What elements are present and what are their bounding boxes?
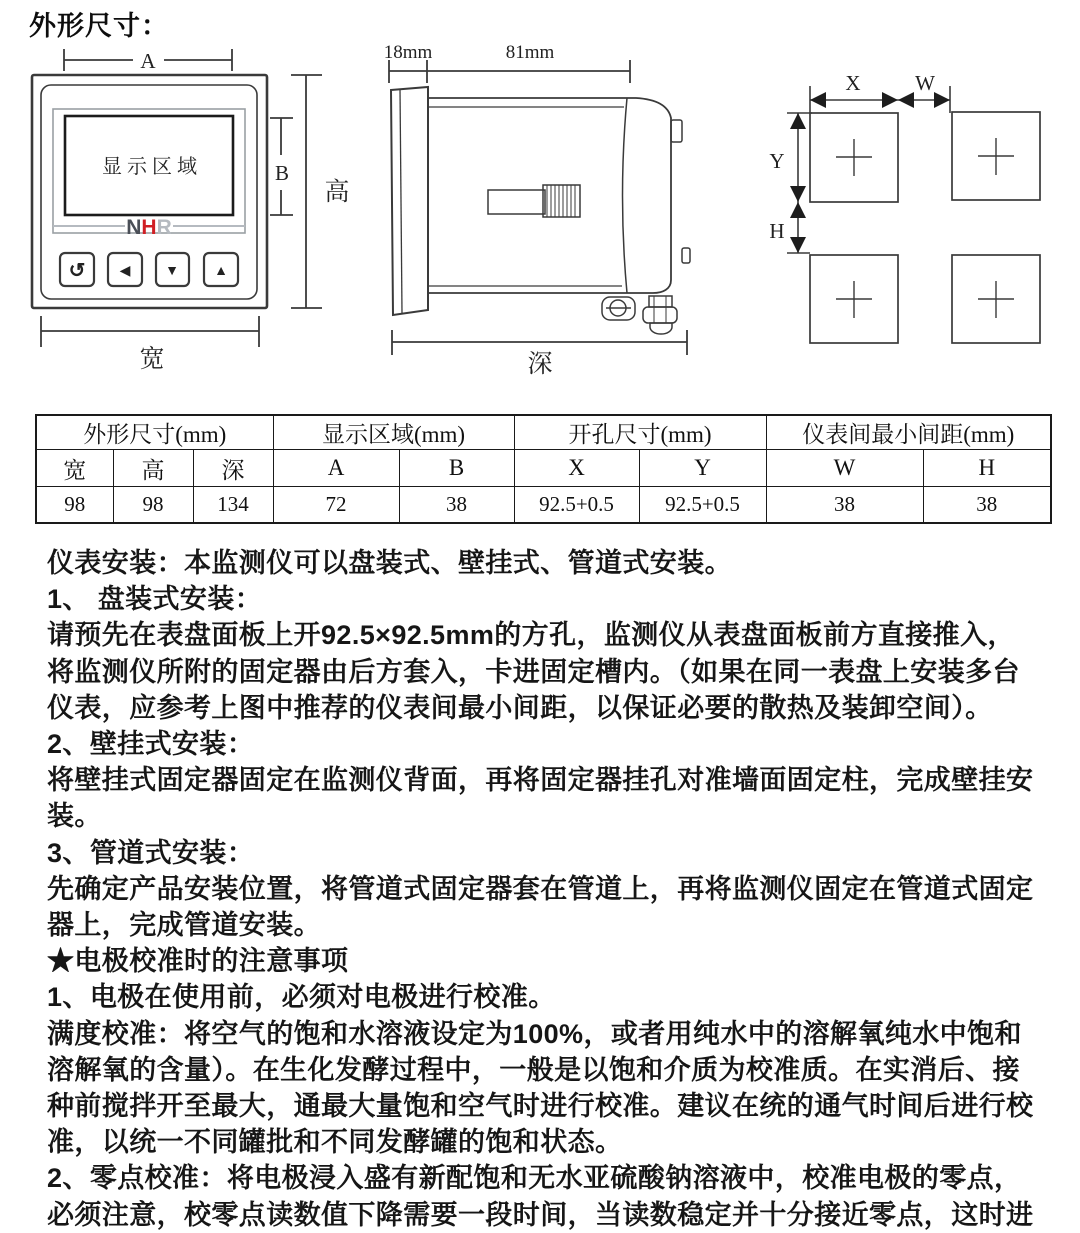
side-body-outline <box>428 98 671 293</box>
bezel-depth-label: 18mm <box>383 42 433 63</box>
value-depth: 134 <box>193 487 273 524</box>
logo-letter-r: R <box>156 216 172 239</box>
text-line: 将壁挂式固定器固定在监测仪背面，再将固定器挂孔对准墙面固定柱，完成壁挂安 <box>47 765 1034 796</box>
value-h: 38 <box>923 487 1051 524</box>
group-header-cutout: 开孔尺寸(mm) <box>514 415 766 450</box>
table-group-header-row <box>36 415 1051 450</box>
body-depth-label: 81mm <box>505 42 555 63</box>
text-line: 器上，完成管道安装。 <box>47 910 321 941</box>
text-line: ★电极校准时的注意事项 <box>47 946 349 977</box>
front-buttons <box>60 253 238 286</box>
dim-depth-label: 深 <box>527 351 553 378</box>
cutout-diagram <box>769 71 1040 343</box>
text-line: 溶解氧的含量）。在生化发酵过程中，一般是以饱和介质为校准质。在实消后、接 <box>47 1054 1020 1085</box>
value-b: 38 <box>399 487 514 524</box>
dim-w-label: W <box>915 71 935 95</box>
side-seam-curve <box>623 98 628 293</box>
col-header-height: 高 <box>113 450 193 487</box>
installation-text <box>47 545 1057 1233</box>
value-width: 98 <box>36 487 113 524</box>
table-values-row <box>36 487 1051 524</box>
center-cross-marks <box>836 138 1014 318</box>
up-arrow-icon: ▲ <box>214 262 228 278</box>
logo-letter-h: H <box>141 216 157 239</box>
text-line: 仪表安装：本监测仪可以盘装式、壁挂式、管道式安装。 <box>47 548 732 578</box>
text-line: 3、管道式安装： <box>47 837 255 868</box>
dim-height-line <box>291 75 322 308</box>
dim-y-h-lines <box>787 113 812 253</box>
left-arrow-icon: ◀ <box>119 262 131 278</box>
page-title: 外形尺寸： <box>29 11 169 41</box>
text-line: 必须注意，校零点读数值下降需要一段时间，当读数稳定并十分接近零点，这时进 <box>47 1199 1034 1230</box>
text-line: 将监测仪所附的固定器由后方套入，卡进固定槽内。（如果在同一表盘上安装多台 <box>47 656 1020 687</box>
text-line: 1、电极在使用前，必须对电极进行校准。 <box>47 982 556 1013</box>
value-y: 92.5+0.5 <box>639 487 766 524</box>
col-header-x: X <box>514 450 639 487</box>
text-line: 装。 <box>47 801 102 832</box>
side-latch-top <box>671 120 682 142</box>
nhr-logo <box>53 216 245 239</box>
table-subheader-row <box>36 450 1051 487</box>
side-top-dim-line <box>389 60 630 83</box>
text-line: 2、壁挂式安装： <box>47 729 255 760</box>
text-line: 1、 盘装式安装： <box>47 584 263 615</box>
text-line: 2、零点校准：将电极浸入盛有新配饱和无水亚硫酸钠溶液中，校准电极的零点， <box>47 1163 1022 1194</box>
value-height: 98 <box>113 487 193 524</box>
side-cable-gland <box>643 296 677 334</box>
dim-x-label: X <box>845 71 861 95</box>
dim-a-label: A <box>140 49 156 73</box>
svg-text:NHR <box>126 216 172 239</box>
group-header-display: 显示区域(mm) <box>273 415 514 450</box>
display-area-label: 显示区域 <box>102 156 202 178</box>
side-mount-bracket <box>488 185 580 217</box>
col-header-b: B <box>399 450 514 487</box>
value-x: 92.5+0.5 <box>514 487 639 524</box>
side-screw-fitting <box>602 297 635 320</box>
dimension-drawings <box>0 0 1080 405</box>
value-a: 72 <box>273 487 399 524</box>
side-bezel <box>391 87 428 315</box>
dim-b-label: B <box>274 161 290 185</box>
side-view-diagram <box>384 42 690 378</box>
text-line: 种前搅拌开至最大，通最大量饱和空气时进行校准。建议在统的通气时间后进行校 <box>47 1091 1034 1122</box>
col-header-y: Y <box>639 450 766 487</box>
col-header-a: A <box>273 450 399 487</box>
text-line: 请预先在表盘面板上开92.5×92.5mm的方孔，监测仪从表盘面板前方直接推入， <box>47 620 1015 651</box>
dim-height-label: 高 <box>324 179 350 206</box>
col-header-width: 宽 <box>36 450 113 487</box>
value-w: 38 <box>766 487 923 524</box>
dim-h-label: H <box>769 219 785 243</box>
dim-y-label: Y <box>769 149 785 173</box>
side-latch-bottom <box>682 248 690 263</box>
logo-letter-n: N <box>126 216 142 239</box>
text-line: 满度校准：将空气的饱和水溶液设定为100%，或者用纯水中的溶解氧纯水中饱和 <box>47 1018 1022 1049</box>
group-header-spacing: 仪表间最小间距(mm) <box>766 415 1051 450</box>
text-line: 准，以统一不同罐批和不同发酵罐的饱和状态。 <box>47 1127 623 1158</box>
down-arrow-icon: ▼ <box>165 262 179 278</box>
col-header-h: H <box>923 450 1051 487</box>
return-icon: ↺ <box>68 260 86 282</box>
text-line: 仪表，应参考上图中推荐的仪表间最小间距，以保证必要的散热及装卸空间）。 <box>47 692 993 723</box>
dimensions-table <box>35 414 1052 524</box>
cutout-squares <box>810 112 1040 343</box>
dim-width-line <box>41 316 259 347</box>
col-header-depth: 深 <box>193 450 273 487</box>
group-header-outline: 外形尺寸(mm) <box>36 415 273 450</box>
col-header-w: W <box>766 450 923 487</box>
front-view-diagram <box>32 49 350 373</box>
text-line: 先确定产品安装位置，将管道式固定器套在管道上，再将监测仪固定在管道式固定 <box>47 873 1034 904</box>
dim-width-label: 宽 <box>139 346 165 373</box>
